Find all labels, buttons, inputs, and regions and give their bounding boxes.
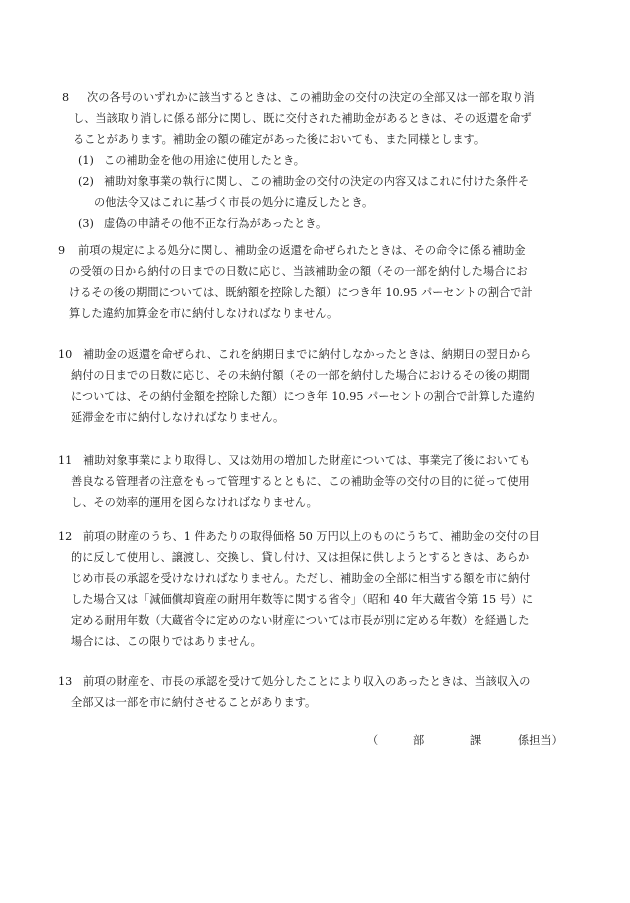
section-text-line: 次の各号のいずれかに該当するときは、この補助金の交付の決定の全部又は一部を取り消 (87, 91, 535, 104)
section-number: 9 (58, 244, 66, 257)
section-text-line: けるその後の期間については、既納額を控除した額）につき年 10.95 パーセントの割合で計 (69, 286, 533, 299)
section-text-line: し、その効率的運用を図らなければなりません。 (71, 496, 318, 509)
sub-item-1 (78, 151, 578, 171)
section-text-line: 延滞金を市に納付しなければなりません。 (71, 411, 285, 424)
section-number: 13 (58, 675, 73, 688)
section-number: 8 (62, 91, 70, 104)
section-text-line: した場合又は「減価償却資産の耐用年数等に関する省令」（昭和 40 年大蔵省令第 15 号）に (71, 593, 534, 606)
sub-item-text: この補助金を他の用途に使用したとき。 (104, 154, 305, 167)
section-text-line: じめ市長の承認を受けなければなりません。ただし、補助金の全部に相当する額を市に納付 (71, 572, 531, 585)
department-ka: 課 (470, 734, 482, 747)
section-number: 11 (58, 454, 73, 467)
section-text-line: 算した違約加算金を市に納付しなければなりません。 (69, 307, 339, 320)
section-9 (58, 241, 578, 325)
section-text-line: 全部又は一部を市に納付させることがあります。 (71, 696, 317, 709)
section-text-line: 場合には、この限りではありません。 (71, 635, 262, 648)
section-12 (58, 527, 578, 653)
sub-item-2 (78, 172, 578, 192)
sub-item-label: (1) (78, 154, 94, 167)
sub-item-text: 虚偽の申請その他不正な行為があったとき。 (104, 217, 328, 230)
section-text-line: 的に反して使用し、譲渡し、交換し、貸し付け、又は担保に供しようとするときは、あらか (71, 551, 530, 564)
sub-item-label: (3) (78, 217, 94, 230)
department-kakari: 係担当） (518, 734, 563, 747)
sub-item-label: (2) (78, 175, 94, 188)
section-number: 10 (58, 348, 73, 361)
section-number: 12 (58, 530, 73, 543)
section-8 (62, 88, 582, 228)
section-text-line: 納付の日までの日数に応じ、その未納付額（その一部を納付した場合におけるその後の期間 (71, 369, 530, 382)
sub-item-3 (78, 214, 578, 234)
section-text-line: ることがあります。補助金の額の確定があった後においても、また同様とします。 (73, 133, 486, 146)
section-text-line: 前項の規定による処分に関し、補助金の返還を命ぜられたときは、その命令に係る補助金 (78, 244, 526, 257)
section-text-line: 前項の財産を、市長の承認を受けて処分したことにより収入のあったときは、当該収入の (83, 675, 531, 688)
section-11 (58, 451, 578, 515)
section-text-line: の受領の日から納付の日までの日数に応じ、当該補助金の額（その一部を納付した場合にお (69, 265, 528, 278)
section-text-line: 補助対象事業により取得し、又は効用の増加した財産については、事業完了後においても (83, 454, 531, 467)
section-text-line: 善良なる管理者の注意をもって管理するとともに、この補助金等の交付の目的に従って使用 (71, 475, 530, 488)
department-bu: 部 (413, 734, 425, 747)
section-10 (58, 345, 578, 429)
section-text-line: し、当該取り消しに係る部分に関し、既に交付された補助金があるときは、その返還を命ず (73, 112, 532, 125)
sub-item-text: 補助対象事業の執行に関し、この補助金の交付の決定の内容又はこれに付けた条件そ (104, 175, 530, 188)
section-13 (58, 672, 578, 714)
section-text-line: 前項の財産のうち、1 件あたりの取得価格 50 万円以上のものにうちて、補助金の交付の目 (83, 530, 540, 543)
sub-item-text: の他法令又はこれに基づく市長の処分に違反したとき。 (94, 196, 374, 209)
section-text-line: については、その納付金額を控除した額）につき年 10.95 パーセントの割合で計算した違約 (71, 390, 535, 403)
section-text-line: 定める耐用年数（大蔵省令に定めのない財産については市長が別に定める年数）を経過した (71, 614, 530, 627)
section-text-line: 補助金の返還を命ぜられ、これを納期日までに納付しなかったときは、納期日の翌日から (83, 348, 532, 361)
department-open-paren: （ (367, 734, 379, 747)
